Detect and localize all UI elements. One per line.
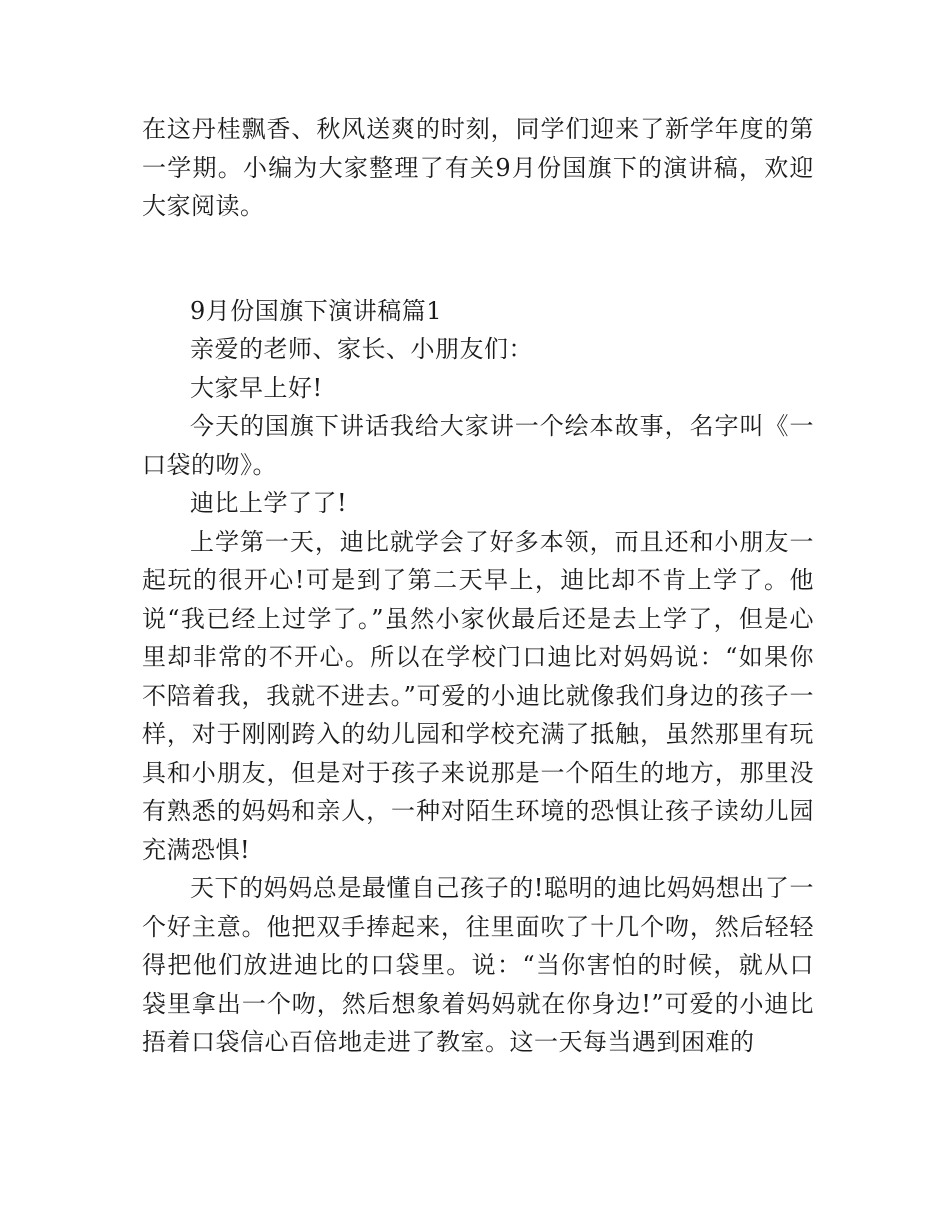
greeting-audience: 亲爱的老师、家长、小朋友们：	[190, 335, 533, 363]
greeting-morning: 大家早上好!	[190, 373, 323, 402]
body-paragraph: 今天的国旗下讲话我给大家讲一个绘本故事，名字叫《一口袋的吻》。	[142, 412, 814, 479]
body-paragraph: 迪比上学了了!	[190, 489, 348, 517]
body-paragraph: 上学第一天，迪比就学会了好多本领，而且还和小朋友一起玩的很开心!可是到了第二天早上，迪比却不肯上学了。他说“我已经上过学了。”虽然小家伙最后还是去上学了，但是心里却非常的不开心。所以在学校门口迪比对妈妈说：“如果你不陪着我，我就不进去。”可爱的小迪比就像我们身边的孩子一样，对于刚刚跨入的幼儿园和学校充满了抵触，虽然那里有玩具和小朋友，但是对于孩子来说那是一个陌生的地方，那里没有熟悉的妈妈和亲人，一种对陌生环境的恐惧让孩子读幼儿园充满恐惧!	[142, 527, 814, 864]
section-heading: 9月份国旗下演讲稿篇1	[190, 296, 443, 325]
document-body	[142, 110, 814, 1062]
body-paragraph: 天下的妈妈总是最懂自己孩子的!聪明的迪比妈妈想出了一个好主意。他把双手捧起来，往里面吹了十几个吻，然后轻轻得把他们放进迪比的口袋里。说：“当你害怕的时候，就从口袋里拿出一个吻，然后想象着妈妈就在你身边!”可爱的小迪比捂着口袋信心百倍地走进了教室。这一天每当遇到困难的	[142, 874, 814, 1056]
intro-paragraph: 在这丹桂飘香、秋风送爽的时刻，同学们迎来了新学年度的第一学期。小编为大家整理了有关9月份国旗下的演讲稿，欢迎大家阅读。	[142, 115, 814, 220]
